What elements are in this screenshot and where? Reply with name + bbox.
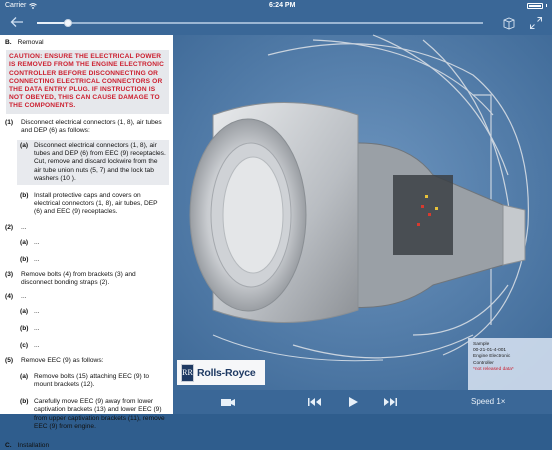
playback-controls — [173, 390, 552, 414]
playback-slider[interactable] — [37, 22, 483, 24]
wifi-icon — [29, 3, 37, 9]
status-bar — [0, 0, 552, 11]
3d-engine-viewer[interactable] — [173, 35, 552, 390]
skip-back-icon[interactable] — [306, 395, 322, 409]
step-1a[interactable]: (a) Disconnect electrical connectors (1, 8), air tubes and DEP (6) from EEC (9) receptacles. Cut, remove and discard lockwire from the air tube union nuts (5, 7) and the lock tab washers (10 ). — [17, 140, 169, 185]
section-installation-heading: C. Installation — [5, 441, 50, 449]
step-5a[interactable]: (a) Remove bolts (15) attaching EEC (9) to mount brackets (12). — [20, 372, 150, 388]
skip-forward-icon[interactable] — [383, 395, 399, 409]
rolls-royce-logo — [177, 360, 265, 385]
step-4b[interactable]: (b) ... — [20, 325, 40, 333]
battery-icon — [527, 3, 543, 9]
rr-badge-icon: RR — [181, 364, 194, 382]
carrier-label: Carrier — [5, 2, 27, 9]
step-4c[interactable]: (c) ... — [20, 342, 40, 350]
3d-cube-icon[interactable] — [501, 15, 517, 31]
playback-slider-thumb[interactable] — [64, 19, 72, 27]
step-4a[interactable]: (a) ... — [20, 307, 40, 315]
play-icon[interactable] — [346, 395, 360, 409]
step-1b[interactable]: (b) Install protective caps and covers on electrical connectors (1, 8), air tubes, DEP (6) and EEC (9) receptacles. — [20, 192, 158, 216]
procedure-document — [0, 35, 173, 449]
section-removal-heading: B. Removal — [5, 39, 44, 46]
camera-icon[interactable] — [220, 395, 236, 409]
engine-model — [173, 35, 552, 390]
component-info-box: Sample 00-21-01-4-001 Engine Electronic Controller *not released data* — [468, 338, 552, 390]
clock: 6:24 PM — [268, 2, 296, 9]
step-2[interactable]: (2) ... — [5, 223, 27, 231]
back-arrow-icon[interactable] — [9, 14, 25, 30]
step-2b[interactable]: (b) ... — [20, 256, 40, 264]
step-1[interactable]: (1) Disconnect electrical connectors (1, 8), air tubes and DEP (6) as follows: — [5, 118, 162, 134]
expand-icon[interactable] — [528, 15, 544, 31]
speed-button[interactable]: Speed 1× — [471, 397, 506, 406]
step-2a[interactable]: (a) ... — [20, 238, 40, 246]
caution-notice: CAUTION: ENSURE THE ELECTRICAL POWER IS REMOVED FROM THE ENGINE ELECTRONIC CONTROLLER BEFORE DISCONNECTING OR CONNECTING ELECTRICAL CONNECTORS OR THE DATA ENTRY PLUG. IF INSTRUCTION IS NOT OBEYED, THIS CAN CAUSE DAMAGE TO THE COMPONENTS. — [6, 50, 169, 113]
step-3[interactable]: (3) Remove bolts (4) from brackets (3) and disconnect bonding straps (2). — [5, 271, 136, 287]
step-5b[interactable]: (b) Carefully move EEC (9) away from lower captivation brackets (13) and lower EEC (9) from upper captivation brackets (11), remove EEC (9) from engine. — [20, 398, 165, 430]
step-5[interactable]: (5) Remove EEC (9) as follows: — [5, 357, 104, 365]
toolbar — [0, 11, 552, 35]
logo-text: Rolls-Royce — [197, 366, 256, 379]
step-4[interactable]: (4) ... — [5, 292, 27, 300]
